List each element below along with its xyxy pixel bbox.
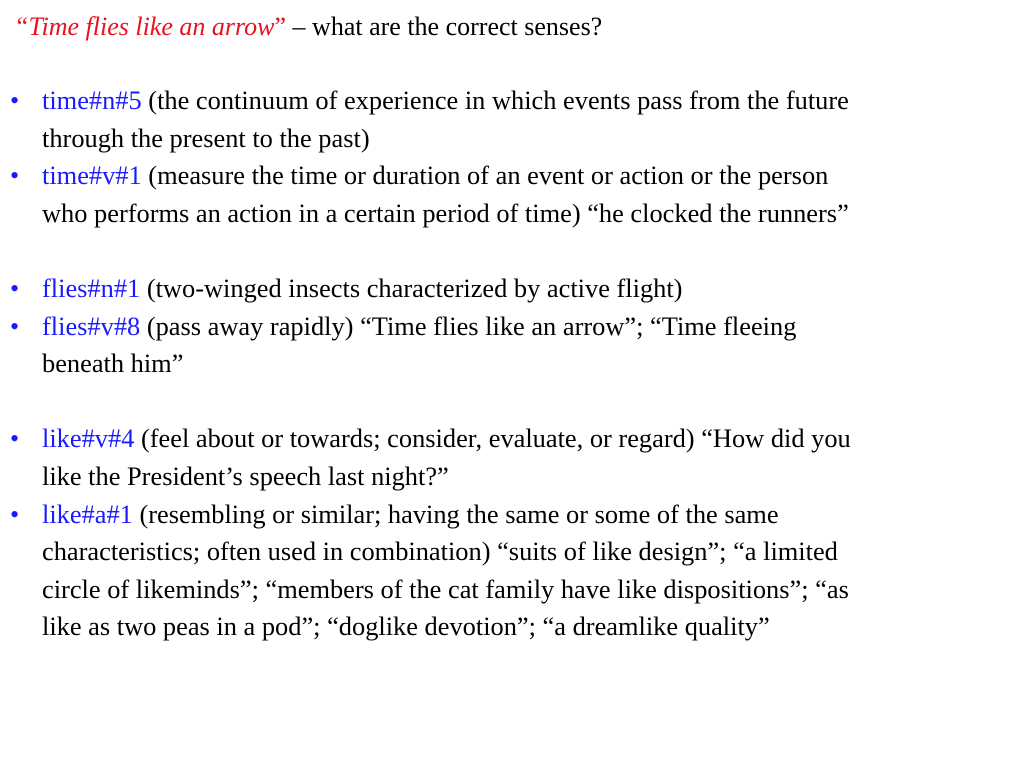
sense-key: flies#v#8: [42, 310, 141, 341]
bullet-dot: •: [10, 273, 20, 303]
sense-gloss: (resembling or similar; having the same or some of the same: [132, 498, 779, 529]
sense-bullet: [0, 308, 1024, 383]
sense-line: [42, 420, 1024, 458]
sense-line: [42, 195, 1024, 233]
sense-gloss: (pass away rapidly) “Time flies like an arrow”; “Time fleeing: [140, 310, 797, 341]
sense-line: [42, 608, 1024, 646]
sense-line: [42, 496, 1024, 534]
sense-bullet: [0, 82, 1024, 157]
sense-gloss: through the present to the past): [42, 122, 370, 153]
sense-line: [42, 533, 1024, 571]
sense-line: [42, 82, 1024, 120]
sense-line: [42, 120, 1024, 158]
bullet-dot: •: [10, 424, 20, 454]
sense-gloss: who performs an action in a certain period of time) “he clocked the runners”: [42, 197, 849, 228]
sense-line: [42, 308, 1024, 346]
sense-gloss: like as two peas in a pod”; “doglike devotion”; “a dreamlike quality”: [42, 611, 770, 642]
sense-line: [42, 157, 1024, 195]
sense-bullet: [0, 270, 1024, 308]
sense-gloss: (measure the time or duration of an event or action or the person: [141, 160, 829, 191]
bullet-dot: •: [10, 86, 20, 115]
bullet-dot: •: [10, 161, 20, 191]
sense-key: time#v#1: [42, 160, 142, 191]
sense-list: [0, 82, 1024, 646]
sense-key: time#n#5: [42, 85, 142, 115]
sense-line: [42, 270, 1024, 308]
sense-line: [42, 458, 1024, 496]
sense-bullet: [0, 420, 1024, 495]
group-spacer: [0, 232, 1024, 270]
sense-line: [42, 571, 1024, 609]
sense-gloss: circle of likeminds”; “members of the cat family have like dispositions”; “as: [42, 573, 849, 604]
sense-key: flies#n#1: [42, 272, 141, 303]
sense-gloss: beneath him”: [42, 348, 184, 379]
title-close-quote: ”: [274, 12, 287, 41]
sense-key: like#v#4: [42, 423, 135, 454]
sense-line: [42, 345, 1024, 383]
sense-gloss: (feel about or towards; consider, evaluate, or regard) “How did you: [134, 423, 851, 454]
sense-key: like#a#1: [42, 498, 133, 529]
sense-gloss: (the continuum of experience in which events pass from the future: [141, 85, 849, 115]
slide-title: [14, 8, 602, 45]
sense-gloss: characteristics; often used in combination) “suits of like design”; “a limited: [42, 536, 838, 567]
title-quote: “Time flies like an arrow: [14, 12, 275, 41]
sense-gloss: like the President’s speech last night?”: [42, 460, 449, 491]
sense-bullet: [0, 496, 1024, 646]
sense-bullet: [0, 157, 1024, 232]
bullet-dot: •: [10, 499, 20, 529]
sense-gloss: (two-winged insects characterized by active flight): [140, 272, 683, 303]
bullet-dot: •: [10, 311, 20, 341]
group-spacer: [0, 383, 1024, 421]
title-rest: – what are the correct senses?: [286, 12, 603, 41]
